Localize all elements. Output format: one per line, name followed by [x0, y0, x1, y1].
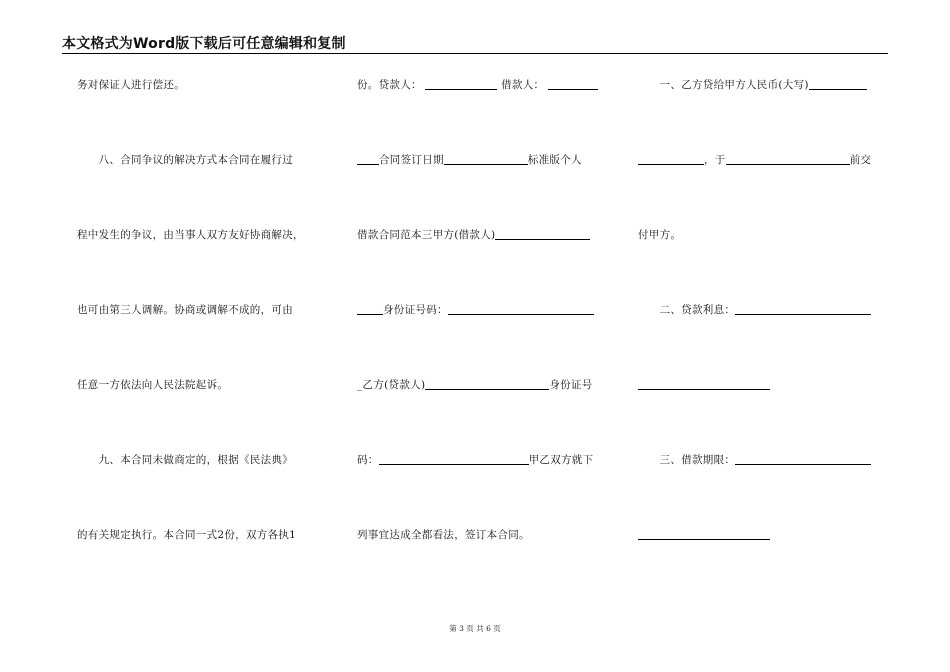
blank-underline [444, 152, 528, 165]
blank-underline [379, 452, 529, 465]
text-line [357, 301, 607, 376]
blank-underline [726, 152, 850, 165]
party-b-label: _乙方(贷款人) [357, 379, 426, 391]
text-line: 九、本合同未做商定的，根据《民法典》 [77, 454, 293, 466]
blank-underline [735, 302, 871, 315]
text-line [638, 451, 888, 526]
agreement-text: 列事宜达成全都看法，签订本合同。 [357, 529, 530, 541]
lender-label: 份。贷款人： [357, 79, 422, 91]
parties-text: 甲乙双方就下 [528, 454, 594, 466]
blank-underline [735, 452, 871, 465]
text-line: 也可由第三人调解。协商或调解不成的，可由 [77, 304, 293, 316]
id-label: 身份证号 [549, 379, 593, 391]
text-line [638, 151, 888, 226]
blank-underline [638, 152, 704, 165]
party-a-label: 借款合同范本三甲方(借款人) [357, 229, 496, 241]
blank-underline [548, 77, 598, 90]
blank-underline [425, 377, 549, 390]
blank-underline [357, 302, 383, 315]
text-line: 的有关规定执行。本合同一式2份，双方各执1 [77, 529, 297, 541]
blank-underline [495, 227, 590, 240]
text-line [357, 451, 607, 526]
text-line [638, 226, 888, 301]
interest-label: 二、贷款利息： [638, 304, 736, 316]
loan-amount-label: 一、乙方贷给甲方人民币(大写) [638, 79, 809, 91]
text-line [357, 376, 607, 451]
term-label: 三、借款期限： [638, 454, 736, 466]
document-header-title: 本文格式为Word版下载后可任意编辑和复制 [62, 36, 346, 52]
text-line: 程中发生的争议，由当事人双方友好协商解决， [77, 229, 304, 241]
header-divider [62, 53, 888, 54]
sign-date-label: 合同签订日期 [379, 154, 444, 166]
blank-underline [425, 77, 497, 90]
text-line [638, 376, 888, 451]
blank-underline [638, 377, 770, 390]
date-connector: ，于 [704, 154, 726, 166]
blank-underline [357, 152, 379, 165]
text-line: 任意一方依法向人民法院起诉。 [77, 379, 229, 391]
blank-underline [448, 302, 594, 315]
text-line [357, 151, 607, 226]
page-number: 第 3 页 共 6 页 [449, 624, 501, 633]
borrower-label: 借款人： [501, 79, 545, 91]
template-label: 标准版个人 [527, 154, 582, 166]
text-column-right [638, 76, 888, 601]
deliver-party-text: 付甲方。 [638, 229, 682, 241]
text-line [638, 301, 888, 376]
text-line [357, 226, 607, 301]
deliver-text: 前交 [849, 154, 872, 166]
text-line [638, 76, 888, 151]
text-line [357, 76, 607, 151]
code-label: 码： [357, 454, 379, 466]
id-number-label: 身份证号码： [383, 304, 448, 316]
text-column-left [77, 76, 332, 601]
text-line: 务对保证人进行偿还。 [77, 79, 185, 91]
blank-underline [638, 527, 770, 540]
text-column-middle [357, 76, 607, 601]
text-line [638, 526, 888, 601]
text-line [357, 526, 607, 601]
blank-underline [809, 77, 867, 90]
text-line: 八、合同争议的解决方式本合同在履行过 [77, 154, 293, 166]
